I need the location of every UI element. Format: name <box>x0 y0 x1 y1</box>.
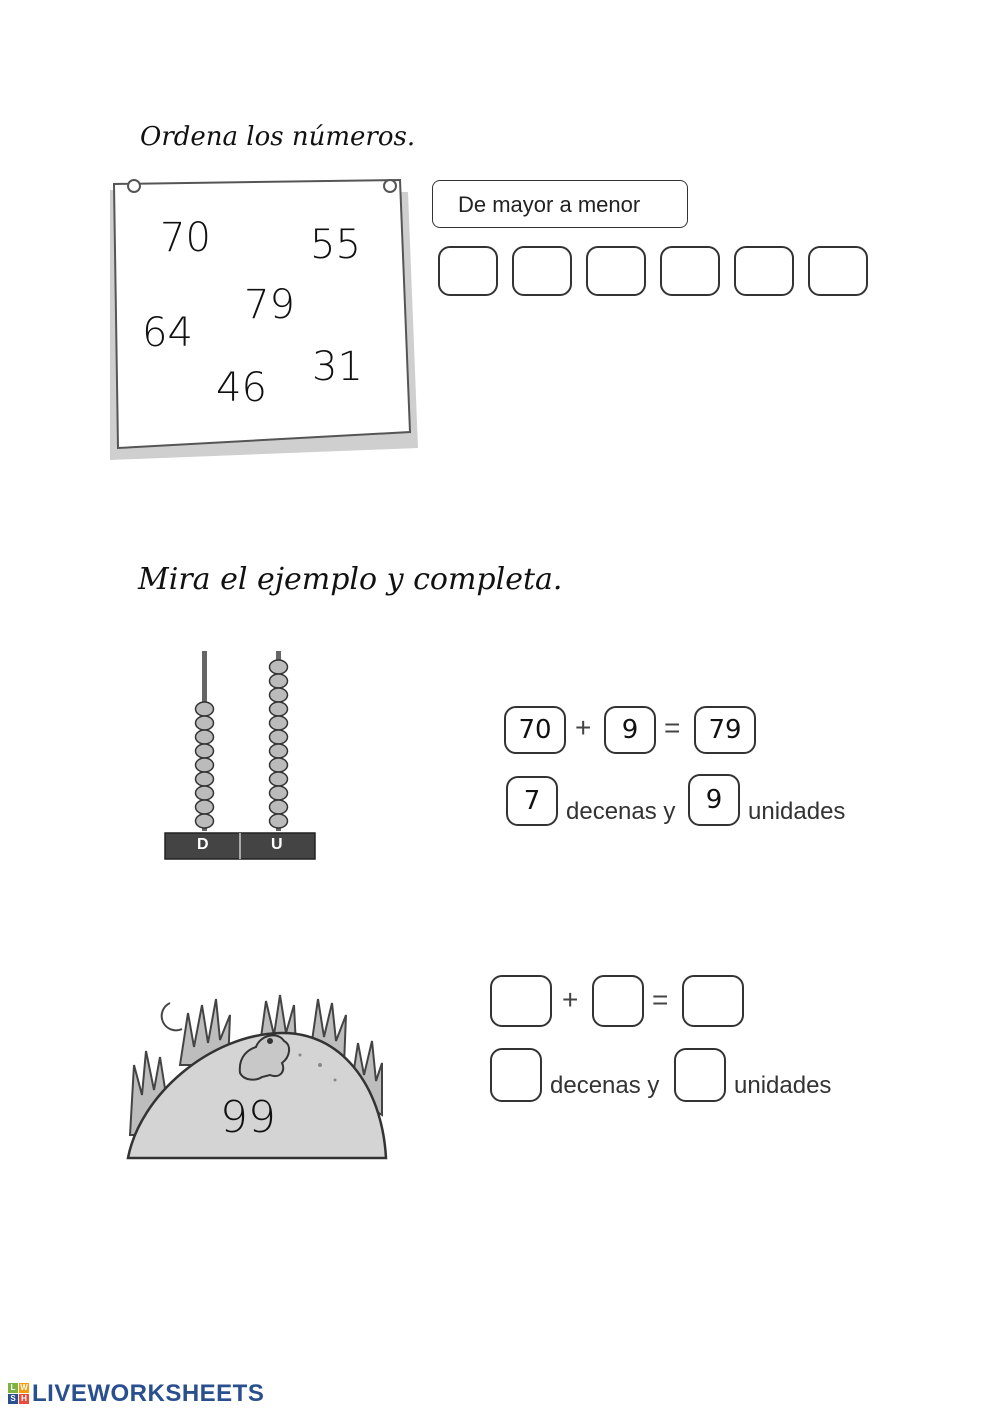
section1-title: Ordena los números. <box>140 122 416 152</box>
answer-slot-3[interactable] <box>586 246 646 296</box>
note-number: 55 <box>310 222 361 268</box>
plus-sign: + <box>562 984 579 1015</box>
note-number: 31 <box>312 344 363 390</box>
equals-sign: = <box>652 984 669 1015</box>
exercise-result-input[interactable] <box>682 975 744 1027</box>
answer-slot-2[interactable] <box>512 246 572 296</box>
pin-icon <box>384 180 396 192</box>
note-number: 70 <box>160 215 211 261</box>
plus-sign: + <box>575 712 592 743</box>
answer-slot-6[interactable] <box>808 246 868 296</box>
order-label: De mayor a menor <box>458 192 641 217</box>
note-number: 64 <box>142 310 193 356</box>
abacus-label-units: U <box>271 836 283 853</box>
answer-slot-4[interactable] <box>660 246 720 296</box>
note-number: 79 <box>244 282 295 328</box>
example-tens-box: 7 <box>506 776 558 826</box>
units-label: unidades <box>734 1072 832 1099</box>
example-addend2-box: 9 <box>604 706 656 754</box>
liveworksheets-logo-icon: L W S H <box>8 1383 30 1405</box>
section2-title: Mira el ejemplo y completa. <box>138 562 563 597</box>
abacus <box>160 645 320 865</box>
units-beads <box>270 660 288 828</box>
tens-label: decenas y <box>550 1072 660 1099</box>
example-result-box: 79 <box>694 706 756 754</box>
note-number: 46 <box>216 365 267 411</box>
moon-icon <box>162 1003 182 1030</box>
pin-icon <box>128 180 140 192</box>
example-units-box: 9 <box>688 774 740 826</box>
abacus-label-tens: D <box>197 836 209 853</box>
tens-beads <box>196 702 214 828</box>
exercise-addend2-input[interactable] <box>592 975 644 1027</box>
tens-label: decenas y <box>566 798 676 825</box>
exercise-units-input[interactable] <box>674 1048 726 1102</box>
answer-slot-5[interactable] <box>734 246 794 296</box>
exercise-addend1-input[interactable] <box>490 975 552 1027</box>
brand-name[interactable]: LIVEWORKSHEETS <box>32 1380 265 1407</box>
answer-slot-1[interactable] <box>438 246 498 296</box>
order-label-box <box>432 180 688 228</box>
hill-number: 99 <box>220 1092 276 1143</box>
example-addend1-box: 70 <box>504 706 566 754</box>
exercise-tens-input[interactable] <box>490 1048 542 1102</box>
equals-sign: = <box>664 712 681 743</box>
units-label: unidades <box>748 798 846 825</box>
